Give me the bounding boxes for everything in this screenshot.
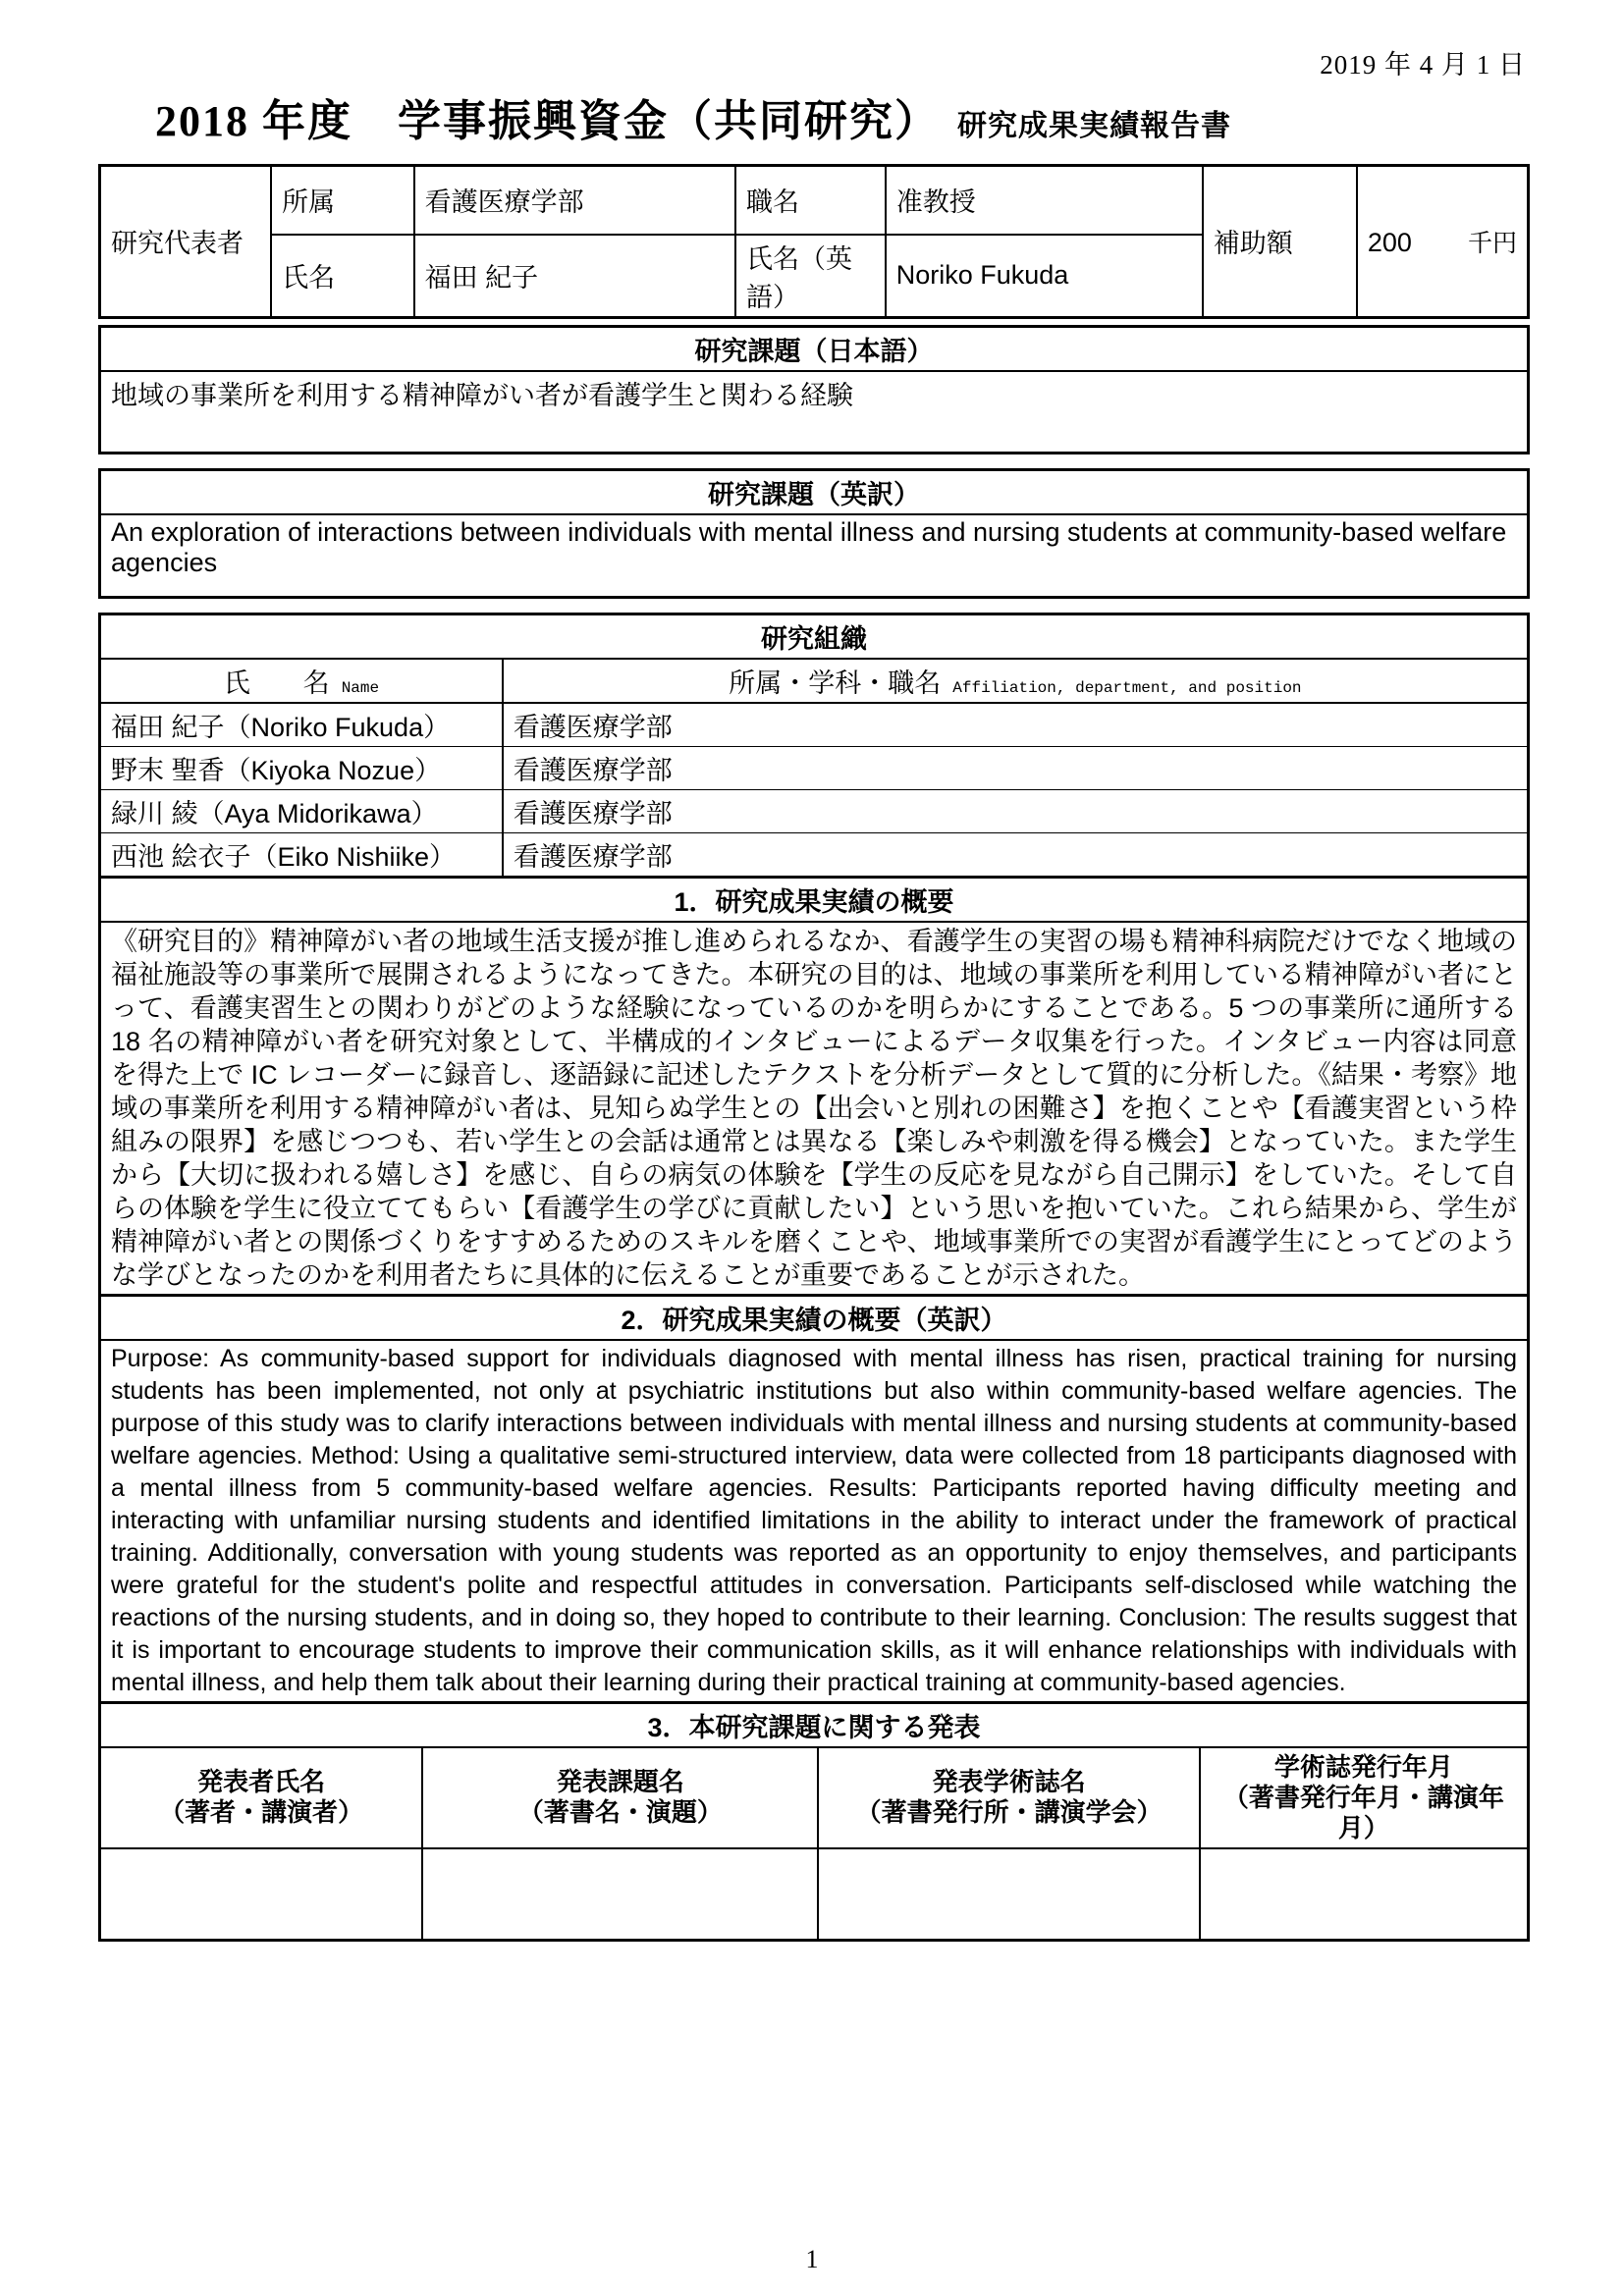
member-affiliation: 看護医療学部 — [503, 832, 1529, 877]
organization-column-headers — [100, 659, 1529, 703]
org-col-affiliation-label: 所属・学科・職名 — [729, 667, 942, 698]
pres-col-title-line1: 発表課題名 — [556, 1767, 684, 1796]
name-en-value: Noriko Fukuda — [886, 235, 1203, 318]
pres-col-title-line2: （著書名・演題） — [517, 1797, 723, 1827]
page-title — [155, 85, 1530, 148]
presentation-cell — [100, 1848, 423, 1941]
pres-col-title-header — [422, 1747, 818, 1848]
subsidy-amount: 200 — [1367, 227, 1412, 257]
org-col-name-sublabel: Name — [341, 678, 380, 697]
summary-ja-section — [98, 876, 1530, 1297]
summary-en-section — [98, 1294, 1530, 1704]
member-affiliation: 看護医療学部 — [503, 703, 1529, 747]
summary-ja-content: 《研究目的》精神障がい者の地域生活支援が推し進められるなか、看護学生の実習の場も精神科病院だけでなく地域の福祉施設等の事業所で展開されるようになってきた。本研究の目的は、地域の事業所を利用している精神障がい者にとって、看護実習生との関わりがどのような経験になっているのかを明らかにすることである。5 つの事業所に通所する 18 名の精神障がい者を研究対象として、半構成的インタビューによるデータ収集を行った。インタビュー内容は同意を得た上で IC レコーダーに録音し、逐語録に記述したテクストを分析データとして質的に分析した。《結果・考察》地域の事業所を利用する精神障がい者は、見知らぬ学生との【出会いと別れの困難さ】を抱くことや【看護実習という枠組みの限界】を感じつつも、若い学生との会話は通常とは異なる【楽しみや刺激を得る機会】となっていた。また学生から【大切に扱われる嬉しさ】を感じ、自らの病気の体験を【学生の反応を見ながら自己開示】をしていた。そして自らの体験を学生に役立ててもらい【看護学生の学びに貢献したい】という思いを抱いていた。これら結果から、学生が精神障がい者との関係づくりをすすめるためのスキルを磨くことや、地域事業所での実習が看護学生にとってどのような学びとなったのかを利用者たちに具体的に伝えることが重要であることが示された。 — [100, 922, 1529, 1296]
representative-label: 研究代表者 — [100, 166, 272, 318]
pres-col-date-line2: （著書発行年月・講演年月） — [1222, 1782, 1504, 1842]
representative-row-1 — [100, 166, 1529, 235]
org-col-name-label: 氏 名 — [223, 667, 330, 698]
member-affiliation: 看護医療学部 — [503, 789, 1529, 832]
subsidy-unit: 千円 — [1467, 229, 1517, 257]
report-date: 2019 年 4 月 1 日 — [1320, 50, 1526, 80]
presentation-empty-row — [100, 1848, 1529, 1941]
member-row — [100, 703, 1529, 747]
topic-en-section — [98, 468, 1530, 599]
presentations-section — [98, 1701, 1530, 1943]
pres-col-date-header — [1200, 1747, 1529, 1848]
position-value: 准教授 — [886, 166, 1203, 235]
topic-ja-header: 研究課題（日本語） — [100, 326, 1529, 371]
position-label: 職名 — [735, 166, 886, 235]
organization-header: 研究組織 — [100, 614, 1529, 659]
organization-section — [98, 613, 1530, 879]
presentations-column-headers — [100, 1747, 1529, 1848]
pres-col-journal-header — [818, 1747, 1199, 1848]
presentation-cell — [818, 1848, 1199, 1941]
member-affiliation: 看護医療学部 — [503, 746, 1529, 789]
summary-en-content: Purpose: As community-based support for individuals diagnosed with mental illness has risen, practical training for nursing students has been implemented, not only at psychiatric institutions but also within community-based welfare agencies. The purpose of this study was to clarify interactions between individuals with mental illness and nursing students at community-based welfare agencies. Method: Using a qualitative semi-structured interview, data were collected from 18 participants diagnosed with a mental illness from 5 community-based welfare agencies. Results: Participants reported having difficulty meeting and interacting with unfamiliar nursing students and identified limitations in the ability to interact under the framework of practical training. Additionally, conversation with young students was reported as an opportunity to enjoy themselves, and participants were grateful for the student's polite and respectful attitudes in conversation. Participants self-disclosed while watching the reactions of the nursing students, and in doing so, they hoped to contribute to their learning. Conclusion: The results suggest that it is important to encourage students to improve their communication skills, as it will enhance relationships with individuals with mental illness, and help them talk about their learning during their practical training at community-based agencies. — [100, 1340, 1529, 1703]
member-row — [100, 832, 1529, 877]
pres-col-presenter-header — [100, 1747, 423, 1848]
summary-ja-header: 1．研究成果実績の概要 — [100, 877, 1529, 922]
name-value: 福田 紀子 — [414, 235, 735, 318]
org-col-affiliation-header — [503, 659, 1529, 703]
name-en-label: 氏名（英語） — [735, 235, 886, 318]
member-name: 野末 聖香（Kiyoka Nozue） — [100, 746, 503, 789]
subsidy-cell — [1357, 166, 1529, 318]
member-row — [100, 789, 1529, 832]
org-col-affiliation-sublabel: Affiliation, department, and position — [952, 678, 1302, 697]
title-main: 2018 年度 学事振興資金（共同研究） — [155, 97, 940, 145]
summary-en-header: 2．研究成果実績の概要（英訳） — [100, 1295, 1529, 1340]
member-row — [100, 746, 1529, 789]
topic-ja-section — [98, 325, 1530, 455]
presentation-cell — [1200, 1848, 1529, 1941]
pres-col-presenter-line1: 発表者氏名 — [197, 1767, 326, 1796]
representative-table — [98, 164, 1530, 319]
pres-col-journal-line2: （著書発行所・講演学会） — [855, 1797, 1163, 1827]
member-name: 緑川 綾（Aya Midorikawa） — [100, 789, 503, 832]
name-label: 氏名 — [271, 235, 414, 318]
presentation-cell — [422, 1848, 818, 1941]
member-name: 福田 紀子（Noriko Fukuda） — [100, 703, 503, 747]
org-col-name-header — [100, 659, 503, 703]
pres-col-date-line1: 学術誌発行年月 — [1273, 1751, 1453, 1782]
presentations-header: 3．本研究課題に関する発表 — [100, 1702, 1529, 1747]
member-name: 西池 絵衣子（Eiko Nishiike） — [100, 832, 503, 877]
pres-col-journal-line1: 発表学術誌名 — [932, 1767, 1086, 1796]
topic-en-header: 研究課題（英訳） — [100, 470, 1529, 515]
title-sub: 研究成果実績報告書 — [957, 110, 1231, 142]
topic-ja-content: 地域の事業所を利用する精神障がい者が看護学生と関わる経験 — [100, 371, 1529, 454]
affiliation-label: 所属 — [271, 166, 414, 235]
pres-col-presenter-line2: （著者・講演者） — [159, 1797, 364, 1827]
subsidy-label: 補助額 — [1203, 166, 1357, 318]
affiliation-value: 看護医療学部 — [414, 166, 735, 235]
topic-en-content: An exploration of interactions between individuals with mental illness and nursing students at community-based welfare agencies — [100, 514, 1529, 597]
page-number: 1 — [805, 2245, 819, 2273]
